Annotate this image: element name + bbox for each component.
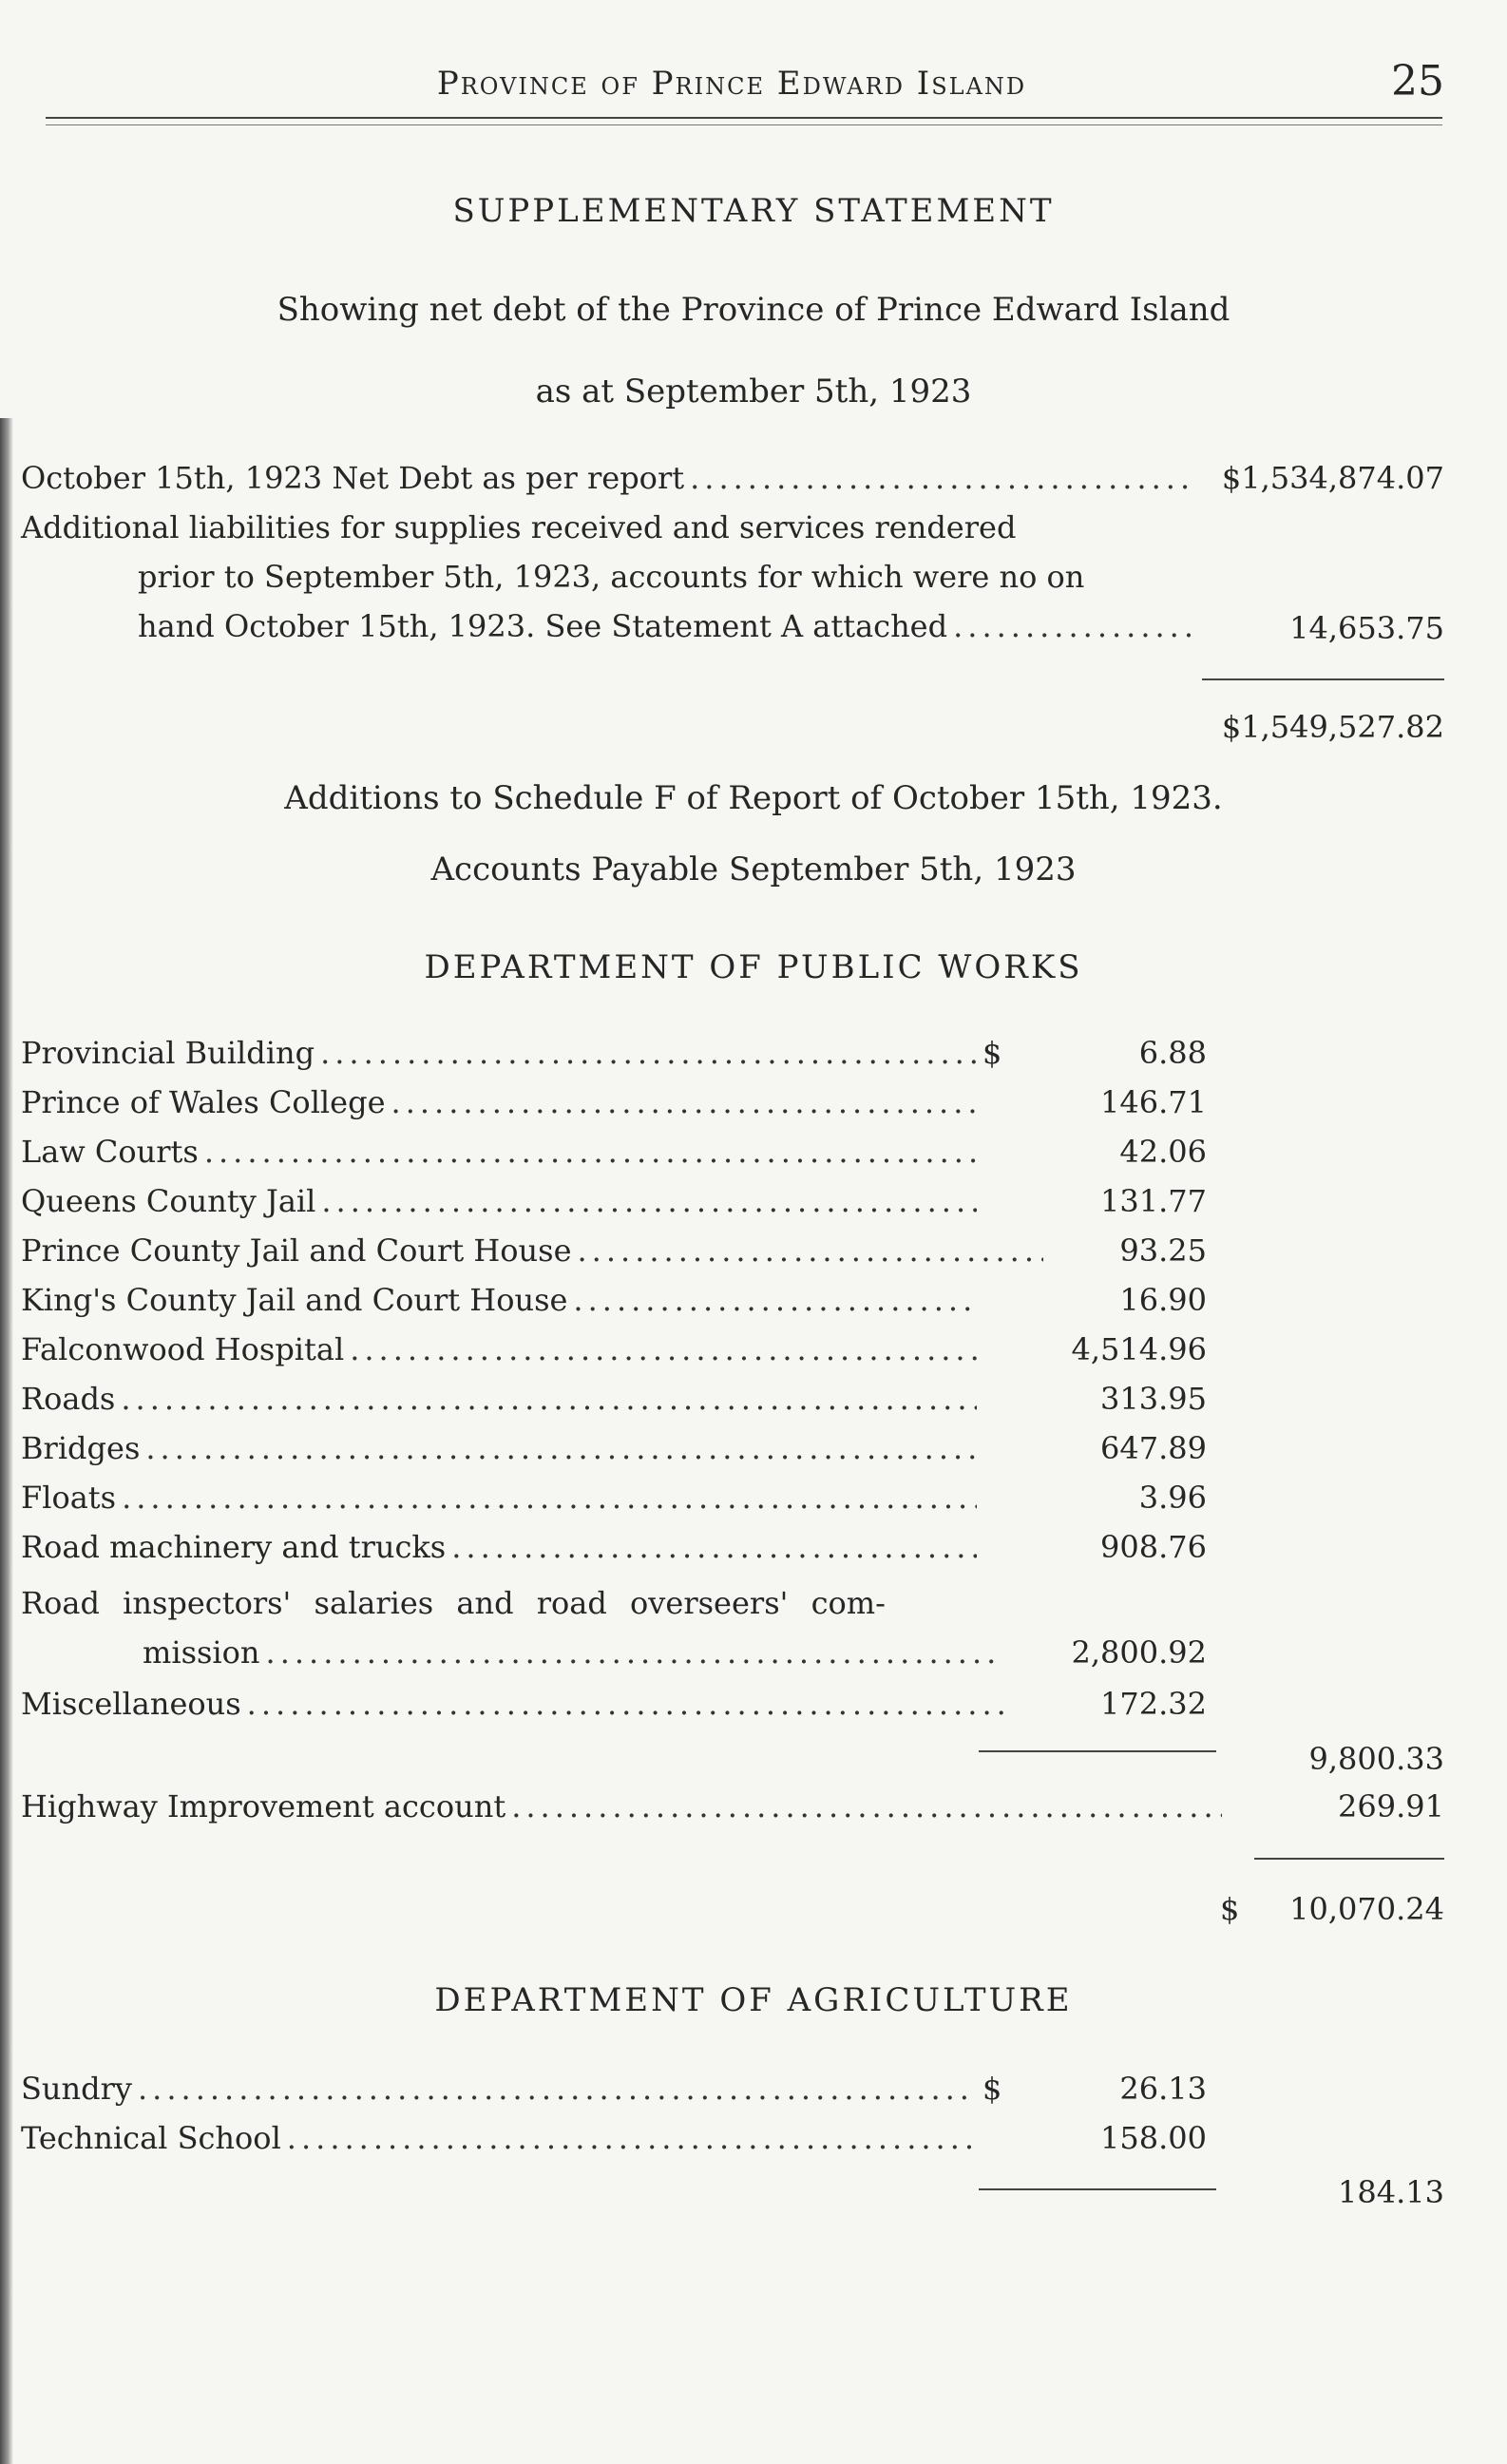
- inspectors-label-2: mission: [143, 1634, 260, 1671]
- item-amount: 131.77: [1100, 1183, 1207, 1219]
- net-debt-label: October 15th, 1923 Net Debt as per report: [21, 460, 685, 496]
- item-amount: 26.13: [1119, 2071, 1207, 2107]
- highway-row: [21, 1783, 1228, 1830]
- list-item: [21, 1375, 1009, 1423]
- liabilities-text-2: prior to September 5th, 1923, accounts for which were no on: [138, 559, 1085, 595]
- item-amount: 158.00: [1100, 2120, 1207, 2156]
- list-item: [21, 1128, 1009, 1175]
- dot-leader: [121, 1375, 977, 1423]
- inspectors-amount: 2,800.92: [1071, 1634, 1207, 1671]
- item-amount: 93.25: [1119, 1232, 1207, 1269]
- dot-leader: [391, 1079, 977, 1126]
- dot-leader: [350, 1326, 977, 1373]
- dot-leader: [511, 1783, 1222, 1830]
- item-label: Prince of Wales College: [21, 1084, 386, 1120]
- item-label: Bridges: [21, 1430, 141, 1466]
- item-amount: 647.89: [1100, 1430, 1207, 1466]
- dot-leader: [138, 2065, 977, 2112]
- currency-sign: $: [982, 1035, 1002, 1071]
- item-amount: 16.90: [1119, 1282, 1207, 1318]
- item-label: Falconwood Hospital: [21, 1331, 345, 1367]
- dot-leader: [953, 602, 1201, 650]
- dot-leader: [320, 1029, 977, 1077]
- page-edge-shadow: [0, 418, 13, 2464]
- list-item: [21, 1079, 1009, 1126]
- dot-leader: [451, 1523, 977, 1571]
- list-item: [21, 1680, 1009, 1728]
- running-header: Province of Prince Edward Island: [436, 65, 1027, 103]
- statement-title: SUPPLEMENTARY STATEMENT: [452, 192, 1055, 230]
- item-label: Technical School: [21, 2120, 281, 2156]
- item-label: Law Courts: [21, 1134, 199, 1170]
- dot-leader: [321, 1177, 977, 1225]
- list-item: [21, 1276, 1009, 1324]
- list-item: [21, 2065, 1009, 2112]
- total-currency: $: [1220, 1891, 1240, 1927]
- list-item: [21, 1177, 1009, 1225]
- dot-leader: [266, 1629, 1003, 1676]
- header-rule: [46, 117, 1442, 119]
- item-amount: 3.96: [1138, 1480, 1207, 1516]
- item-label: Queens County Jail: [21, 1183, 316, 1219]
- accounts-payable-heading: Accounts Payable September 5th, 1923: [430, 850, 1077, 888]
- statement-date: as at September 5th, 1923: [535, 372, 972, 411]
- dot-leader: [247, 1680, 1003, 1728]
- public-works-title: DEPARTMENT OF PUBLIC WORKS: [424, 948, 1083, 986]
- item-label: Floats: [21, 1480, 117, 1516]
- dot-leader: [690, 454, 1193, 502]
- list-item: [143, 1629, 1009, 1676]
- dot-leader: [204, 1128, 977, 1175]
- item-amount: 313.95: [1100, 1381, 1207, 1417]
- item-amount: 42.06: [1119, 1134, 1207, 1170]
- net-debt-row: [21, 454, 1199, 502]
- list-item: [21, 1523, 1009, 1571]
- liabilities-row: [138, 602, 1207, 650]
- net-debt-amount: $1,534,874.07: [1221, 460, 1444, 496]
- item-label: Road machinery and trucks: [21, 1529, 447, 1565]
- item-amount: 146.71: [1100, 1084, 1207, 1120]
- page-number: 25: [1391, 57, 1444, 105]
- item-amount: 908.76: [1100, 1529, 1207, 1565]
- item-label: Roads: [21, 1381, 116, 1417]
- header-rule-thin: [46, 124, 1442, 125]
- total-rule: [1202, 678, 1444, 680]
- list-item: [21, 1227, 1076, 1274]
- public-works-subtotal: 9,800.33: [1308, 1741, 1444, 1777]
- inspectors-label-1: Road inspectors' salaries and road overseers' com-: [21, 1585, 886, 1621]
- list-item: [21, 1424, 1009, 1472]
- agriculture-total: 184.13: [1338, 2174, 1444, 2210]
- item-label: Provincial Building: [21, 1035, 315, 1071]
- statement-subtitle: Showing net debt of the Province of Prince Edward Island: [277, 291, 1230, 329]
- dot-leader: [573, 1276, 977, 1324]
- highway-label: Highway Improvement account: [21, 1788, 506, 1824]
- highway-amount: 269.91: [1338, 1788, 1444, 1824]
- dot-leader: [287, 2114, 977, 2162]
- additions-heading: Additions to Schedule F of Report of October 15th, 1923.: [284, 779, 1223, 817]
- list-item: [21, 1029, 1009, 1077]
- dot-leader: [122, 1474, 977, 1521]
- list-item: [21, 1474, 1009, 1521]
- liabilities-text-3: hand October 15th, 1923. See Statement A attached: [138, 608, 948, 644]
- agriculture-title: DEPARTMENT OF AGRICULTURE: [434, 1981, 1073, 2019]
- list-item: [21, 2114, 1009, 2162]
- item-amount: 6.88: [1138, 1035, 1207, 1071]
- liabilities-text-1: Additional liabilities for supplies received and services rendered: [21, 509, 1017, 545]
- list-item: [21, 1326, 1009, 1373]
- item-label: Sundry: [21, 2071, 132, 2107]
- misc-label: Miscellaneous: [21, 1686, 241, 1722]
- item-amount: 4,514.96: [1071, 1331, 1207, 1367]
- item-label: King's County Jail and Court House: [21, 1282, 568, 1318]
- dot-leader: [145, 1424, 977, 1472]
- statement-total: $1,549,527.82: [1221, 709, 1444, 745]
- liabilities-amount: 14,653.75: [1289, 610, 1444, 646]
- item-label: Prince County Jail and Court House: [21, 1232, 572, 1269]
- misc-amount: 172.32: [1100, 1686, 1207, 1722]
- public-works-total: 10,070.24: [1289, 1891, 1444, 1927]
- total-rule: [1254, 1858, 1444, 1860]
- currency-sign: $: [982, 2071, 1002, 2107]
